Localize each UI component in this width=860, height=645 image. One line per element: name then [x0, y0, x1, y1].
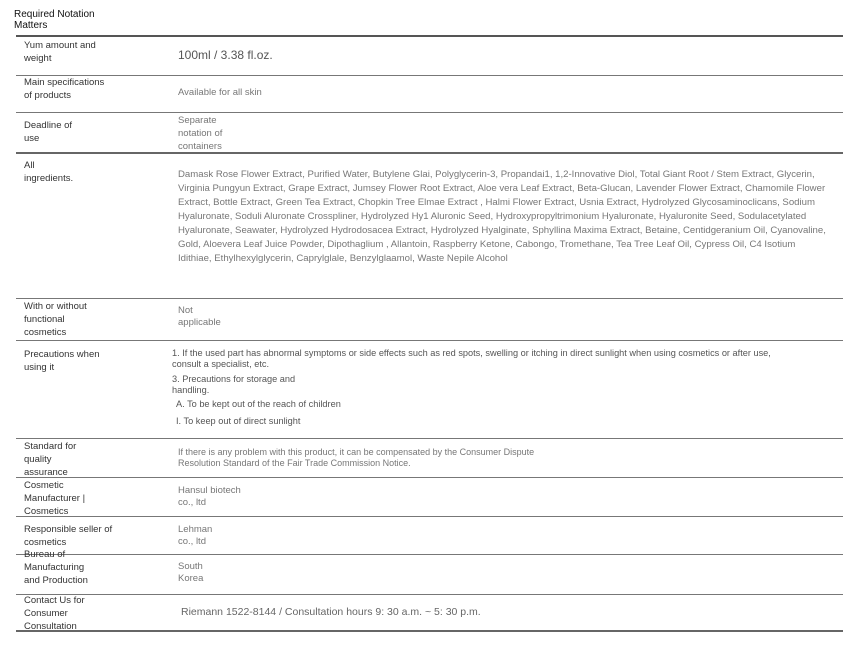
row-label: Cosmetic Manufacturer | Cosmetics: [24, 480, 86, 515]
row-value: Hansul biotech co., ltd: [178, 485, 241, 508]
table-row: [16, 439, 843, 478]
row-value: South Korea: [178, 561, 204, 584]
row-value: 100ml / 3.38 fl.oz.: [178, 48, 273, 62]
page-title: Required Notation Matters: [14, 9, 95, 31]
precautions-list: [172, 348, 792, 427]
precaution-item: I. To keep out of direct sunlight: [176, 416, 301, 426]
precaution-item: A. To be kept out of the reach of children: [176, 399, 341, 409]
row-value: Riemann 1522-8144 / Consultation hours 9: 30 a.m. ~ 5: 30 p.m.: [181, 606, 481, 618]
row-label: Main specifications of products: [24, 77, 105, 101]
row-label: With or without functional cosmetics: [24, 301, 87, 338]
row-value: Lehman co., ltd: [178, 524, 213, 547]
row-label: Precautions when using it: [24, 349, 100, 373]
row-label: Bureau of Manufacturing and Production: [24, 549, 88, 586]
table-row: [16, 595, 843, 632]
table-row: [16, 76, 843, 113]
table-row: [16, 478, 843, 517]
table-row: [16, 517, 843, 555]
table-row: [16, 549, 843, 595]
row-value: Separate notation of containers: [178, 115, 223, 152]
table-row: [16, 154, 843, 299]
row-label: Contact Us for Consumer Consultation: [24, 595, 85, 632]
precaution-item: 1. If the used part has abnormal symptoms or side effects such as red spots, swelling or itching in direct sunlight when using cosmetics or after use, consult a specialist, etc.: [172, 348, 771, 369]
row-value: Available for all skin: [178, 87, 262, 98]
table-row: [16, 113, 843, 154]
table-row: [16, 299, 843, 341]
row-label: Responsible seller of cosmetics: [24, 524, 113, 548]
row-value: Not applicable: [178, 305, 221, 328]
row-label: Standard for quality assurance: [24, 441, 77, 478]
notation-table: [16, 35, 843, 632]
row-value: Damask Rose Flower Extract, Purified Water, Butylene Glai, Polyglycerin-3, Propandai1, 1,2-Innovative Diol, Total Giant Root / Stem Extract, Glycerin, Virginia Pungyun Extract, Grape Extract, Jumsey Flower Root Extract, Aloe vera Leaf Extract, Beta-Glucan, Lavender Flower Extract, Chamomile Flower Extract, Bottle Extract, Green Tea Extract, Chopkin Tree Elmae Extract , Halmi Flower Extract, Usnia Extract, Hydrolyzed Glycosaminoclicans, Sodium Hyaluronate, Soduli Aluronate Crosspliner, Hydrolyzed Hy1 Aluronic Seed, Hydroxypropyltrimonium Hyaluronate, Hyaluronite Seed, Sodulacetylated Hyaluronate, Seawater, Hydrolyzed Hydrodosacea Extract, Hydrolyzed Hyalginate, Sphyllina Maxima Extract, Betaine, Centidgeranium Oil, Cyanovaline, Gold, Aloevera Leaf Juice Powder, Dipothaglium , Allantoin, Raspberry Ketone, Cabongo, Tromethane, Tea Tree Leaf Oil, Cypress Oil, C4 Isotium Idithiae, Ethylhexylglycerin, Caprylglale, Benzylglaamol, Waste Nepile Alcohol: [178, 169, 826, 264]
row-label: Deadline of use: [24, 120, 73, 144]
table-row: [16, 341, 843, 439]
row-label: All ingredients.: [24, 160, 74, 184]
table-row: [16, 37, 843, 76]
precaution-item: 3. Precautions for storage and handling.: [172, 374, 296, 395]
row-label: Yum amount and weight: [24, 40, 96, 64]
row-value: If there is any problem with this product, it can be compensated by the Consumer Dispute Resolution Standard of the Fair Trade Commission Notice.: [178, 447, 535, 468]
